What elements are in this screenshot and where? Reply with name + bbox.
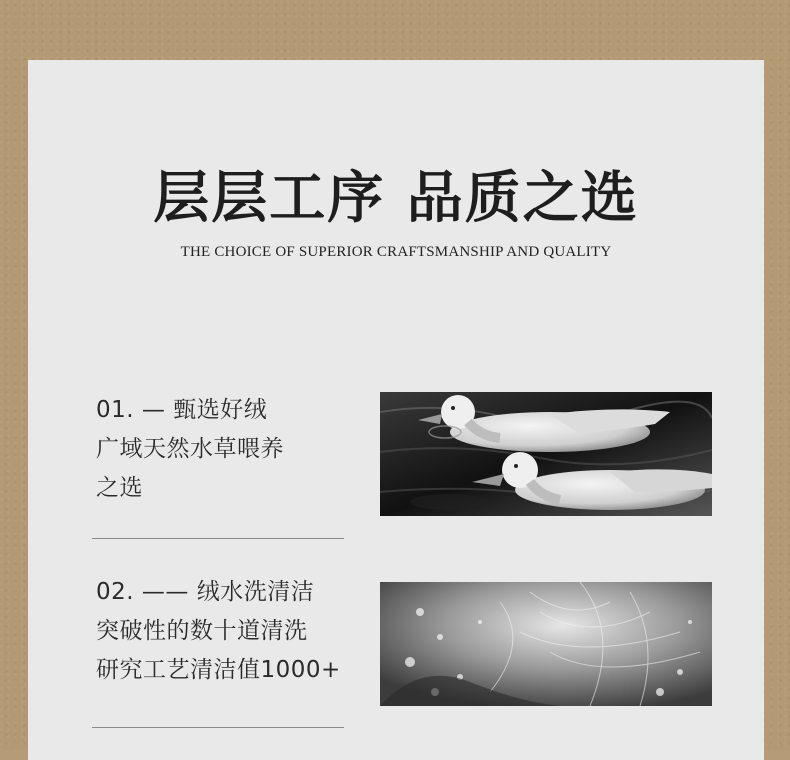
- down-feathers-photo: [380, 582, 712, 706]
- feature-2-line-1: 02. —— 绒水洗清洁: [96, 579, 315, 605]
- feature-1-line-3: 之选: [96, 475, 143, 501]
- divider-1: [92, 538, 344, 539]
- feature-item-1: [96, 391, 284, 508]
- feature-1-line-1: 01. — 甄选好绒: [96, 397, 268, 423]
- divider-2: [92, 727, 344, 728]
- feature-item-2: [96, 573, 341, 690]
- content-panel: [28, 60, 764, 760]
- feature-2-line-3: 研究工艺清洁值1000+: [96, 657, 341, 683]
- page-title: 层层工序 品质之选: [153, 166, 639, 231]
- page-subtitle: THE CHOICE OF SUPERIOR CRAFTSMANSHIP AND QUALITY: [180, 244, 612, 260]
- ducks-photo: [380, 392, 712, 516]
- feature-1-line-2: 广域天然水草喂养: [96, 436, 284, 462]
- feature-2-line-2: 突破性的数十道清洗: [96, 618, 308, 644]
